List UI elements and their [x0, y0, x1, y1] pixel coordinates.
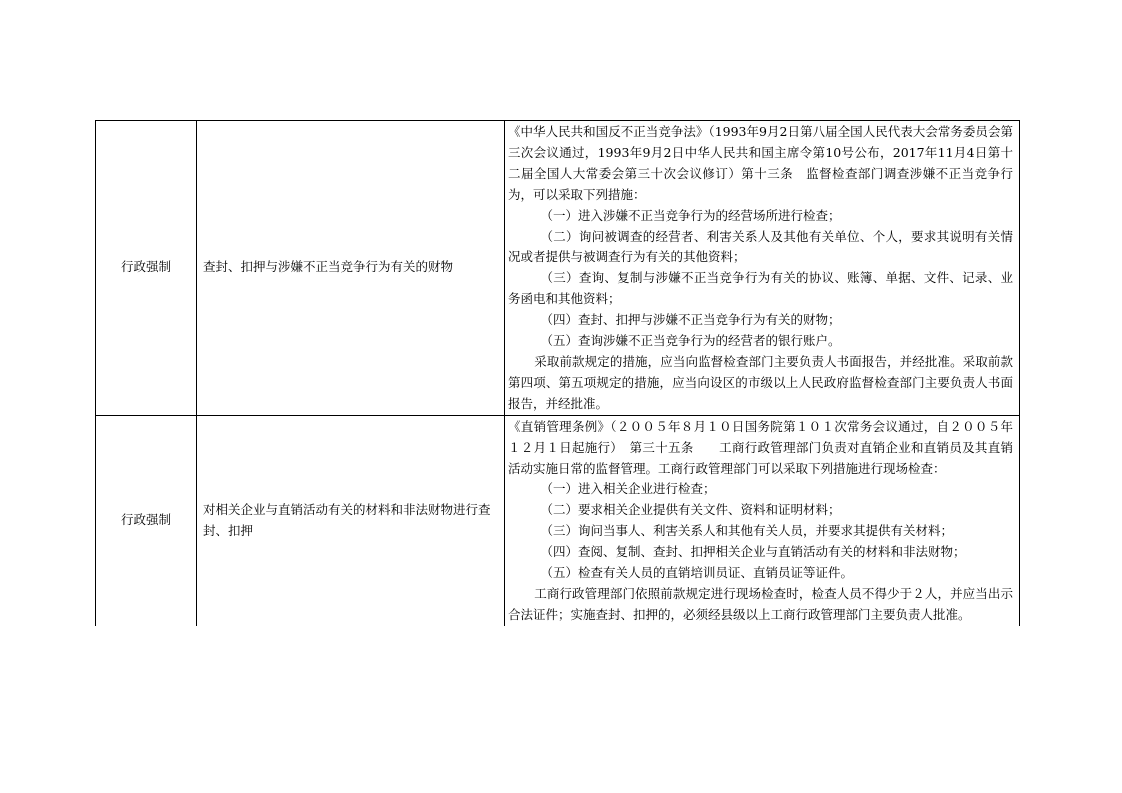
basis-item: （二）要求相关企业提供有关文件、资料和证明材料；: [540, 502, 841, 518]
power-type-cell: 行政强制: [96, 121, 197, 416]
basis-paragraph: 工商行政管理部门依照前款规定进行现场检查时，检查人员不得少于２人，并应当出示合法证件；实施查封、扣押的，必须经县级以上工商行政管理部门主要负责人批准。: [508, 585, 1013, 622]
table-row: [96, 415, 1020, 626]
basis-item: （三）查询、复制与涉嫌不正当竞争行为有关的协议、账簿、单据、文件、记录、业务函电和其他资料；: [508, 270, 1013, 307]
legal-basis-cell: [505, 121, 1020, 416]
legal-basis-cell: [505, 415, 1020, 626]
power-item-cell: 对相关企业与直销活动有关的材料和非法财物进行查封、扣押: [197, 415, 505, 626]
basis-item: （五）查询涉嫌不正当竞争行为的经营者的银行账户。: [540, 333, 841, 349]
power-item-cell: 查封、扣押与涉嫌不正当竞争行为有关的财物: [197, 121, 505, 416]
power-list-table: [95, 120, 1020, 626]
basis-item: （五）检查有关人员的直销培训员证、直销员证等证件。: [540, 565, 854, 581]
table-row: [96, 121, 1020, 416]
power-type-cell: 行政强制: [96, 415, 197, 626]
basis-item: （三）询问当事人、利害关系人和其他有关人员，并要求其提供有关材料；: [540, 523, 954, 539]
basis-item: （四）查封、扣押与涉嫌不正当竞争行为有关的财物；: [540, 312, 841, 328]
basis-item: （四）查阅、复制、查封、扣押相关企业与直销活动有关的材料和非法财物；: [540, 544, 966, 560]
basis-item: （一）进入相关企业进行检查；: [540, 481, 716, 497]
basis-item: （一）进入涉嫌不正当竞争行为的经营场所进行检查；: [540, 207, 841, 223]
basis-paragraph: 《中华人民共和国反不正当竞争法》（1993年9月2日第八届全国人民代表大会常务委员会第三次会议通过，1993年9月2日中华人民共和国主席令第10号公布，2017年11月4日第十二届全国人大常委会第三十次会议修订）第十三条 监督检查部门调查涉嫌不正当竞争行为，可以采取下列措施：: [508, 124, 1013, 202]
basis-paragraph: 采取前款规定的措施，应当向监督检查部门主要负责人书面报告，并经批准。采取前款第四项、第五项规定的措施，应当向设区的市级以上人民政府监督检查部门主要负责人书面报告，并经批准。: [508, 353, 1013, 411]
basis-item: （二）询问被调查的经营者、利害关系人及其他有关单位、个人，要求其说明有关情况或者提供与被调查行为有关的其他资料；: [508, 228, 1013, 265]
basis-paragraph: 《直销管理条例》（２００５年８月１０日国务院第１０１次常务会议通过，自２００５年１２月１日起施行） 第三十五条 工商行政管理部门负责对直销企业和直销员及其直销活动实施日常的监督管理。工商行政管理部门可以采取下列措施进行现场检查：: [508, 418, 1013, 476]
